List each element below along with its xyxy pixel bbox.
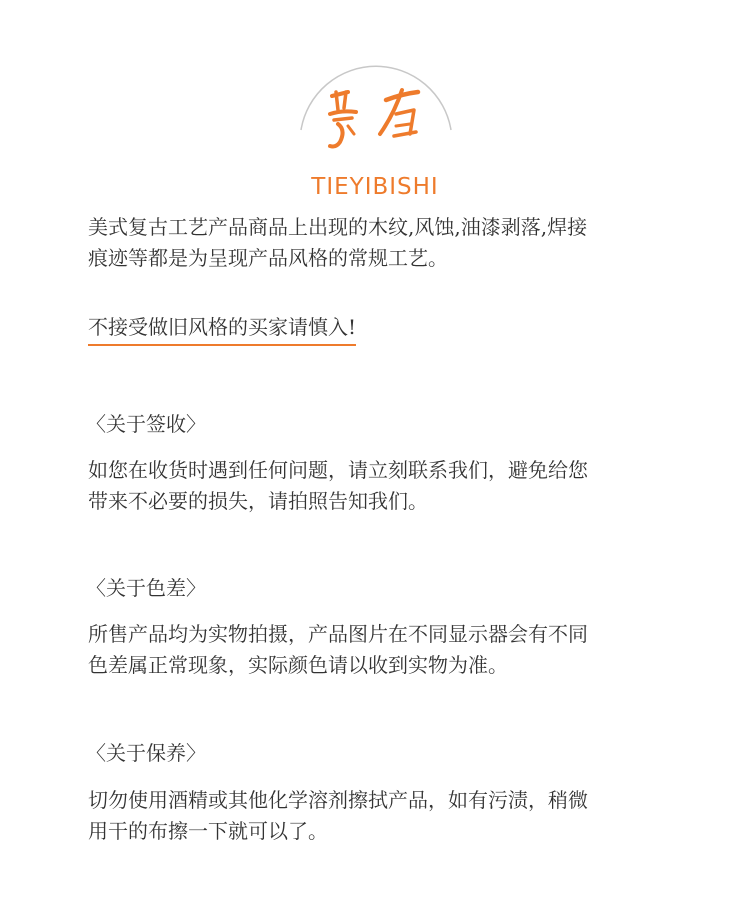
section-body-line: 所售产品均为实物拍摄，产品图片在不同显示器会有不同 <box>88 622 588 646</box>
section-body-line: 用干的布擦一下就可以了。 <box>88 819 328 843</box>
warning-notice: 不接受做旧风格的买家请慎入! <box>88 312 356 346</box>
section-body-line: 如您在收货时遇到任何问题，请立刻联系我们，避免给您 <box>88 458 588 482</box>
section-body-line: 切勿使用酒精或其他化学溶剂擦拭产品，如有污渍，稍微 <box>88 788 588 812</box>
section-body-line: 色差属正常现象，实际颜色请以收到实物为准。 <box>88 653 508 677</box>
intro-paragraph <box>88 212 688 274</box>
section-body-signing <box>88 455 688 517</box>
section-body-care <box>88 785 688 847</box>
section-body-color <box>88 619 688 681</box>
section-heading-care: 〈关于保养〉 <box>86 741 206 765</box>
brand-logo <box>290 30 460 200</box>
calligraphy-glyph-1 <box>330 92 356 147</box>
section-heading-signing: 〈关于签收〉 <box>86 412 206 436</box>
logo-arc-graphic <box>290 30 460 190</box>
section-body-line: 带来不必要的损失，请拍照告知我们。 <box>88 489 428 513</box>
intro-line-2: 痕迹等都是为呈现产品风格的常规工艺。 <box>88 246 448 270</box>
calligraphy-glyph-2 <box>380 90 418 136</box>
section-heading-color: 〈关于色差〉 <box>86 576 206 600</box>
intro-line-1: 美式复古工艺产品商品上出现的木纹,风蚀,油漆剥落,焊接 <box>88 215 588 239</box>
brand-name: TIEYIBISHI <box>311 174 439 200</box>
